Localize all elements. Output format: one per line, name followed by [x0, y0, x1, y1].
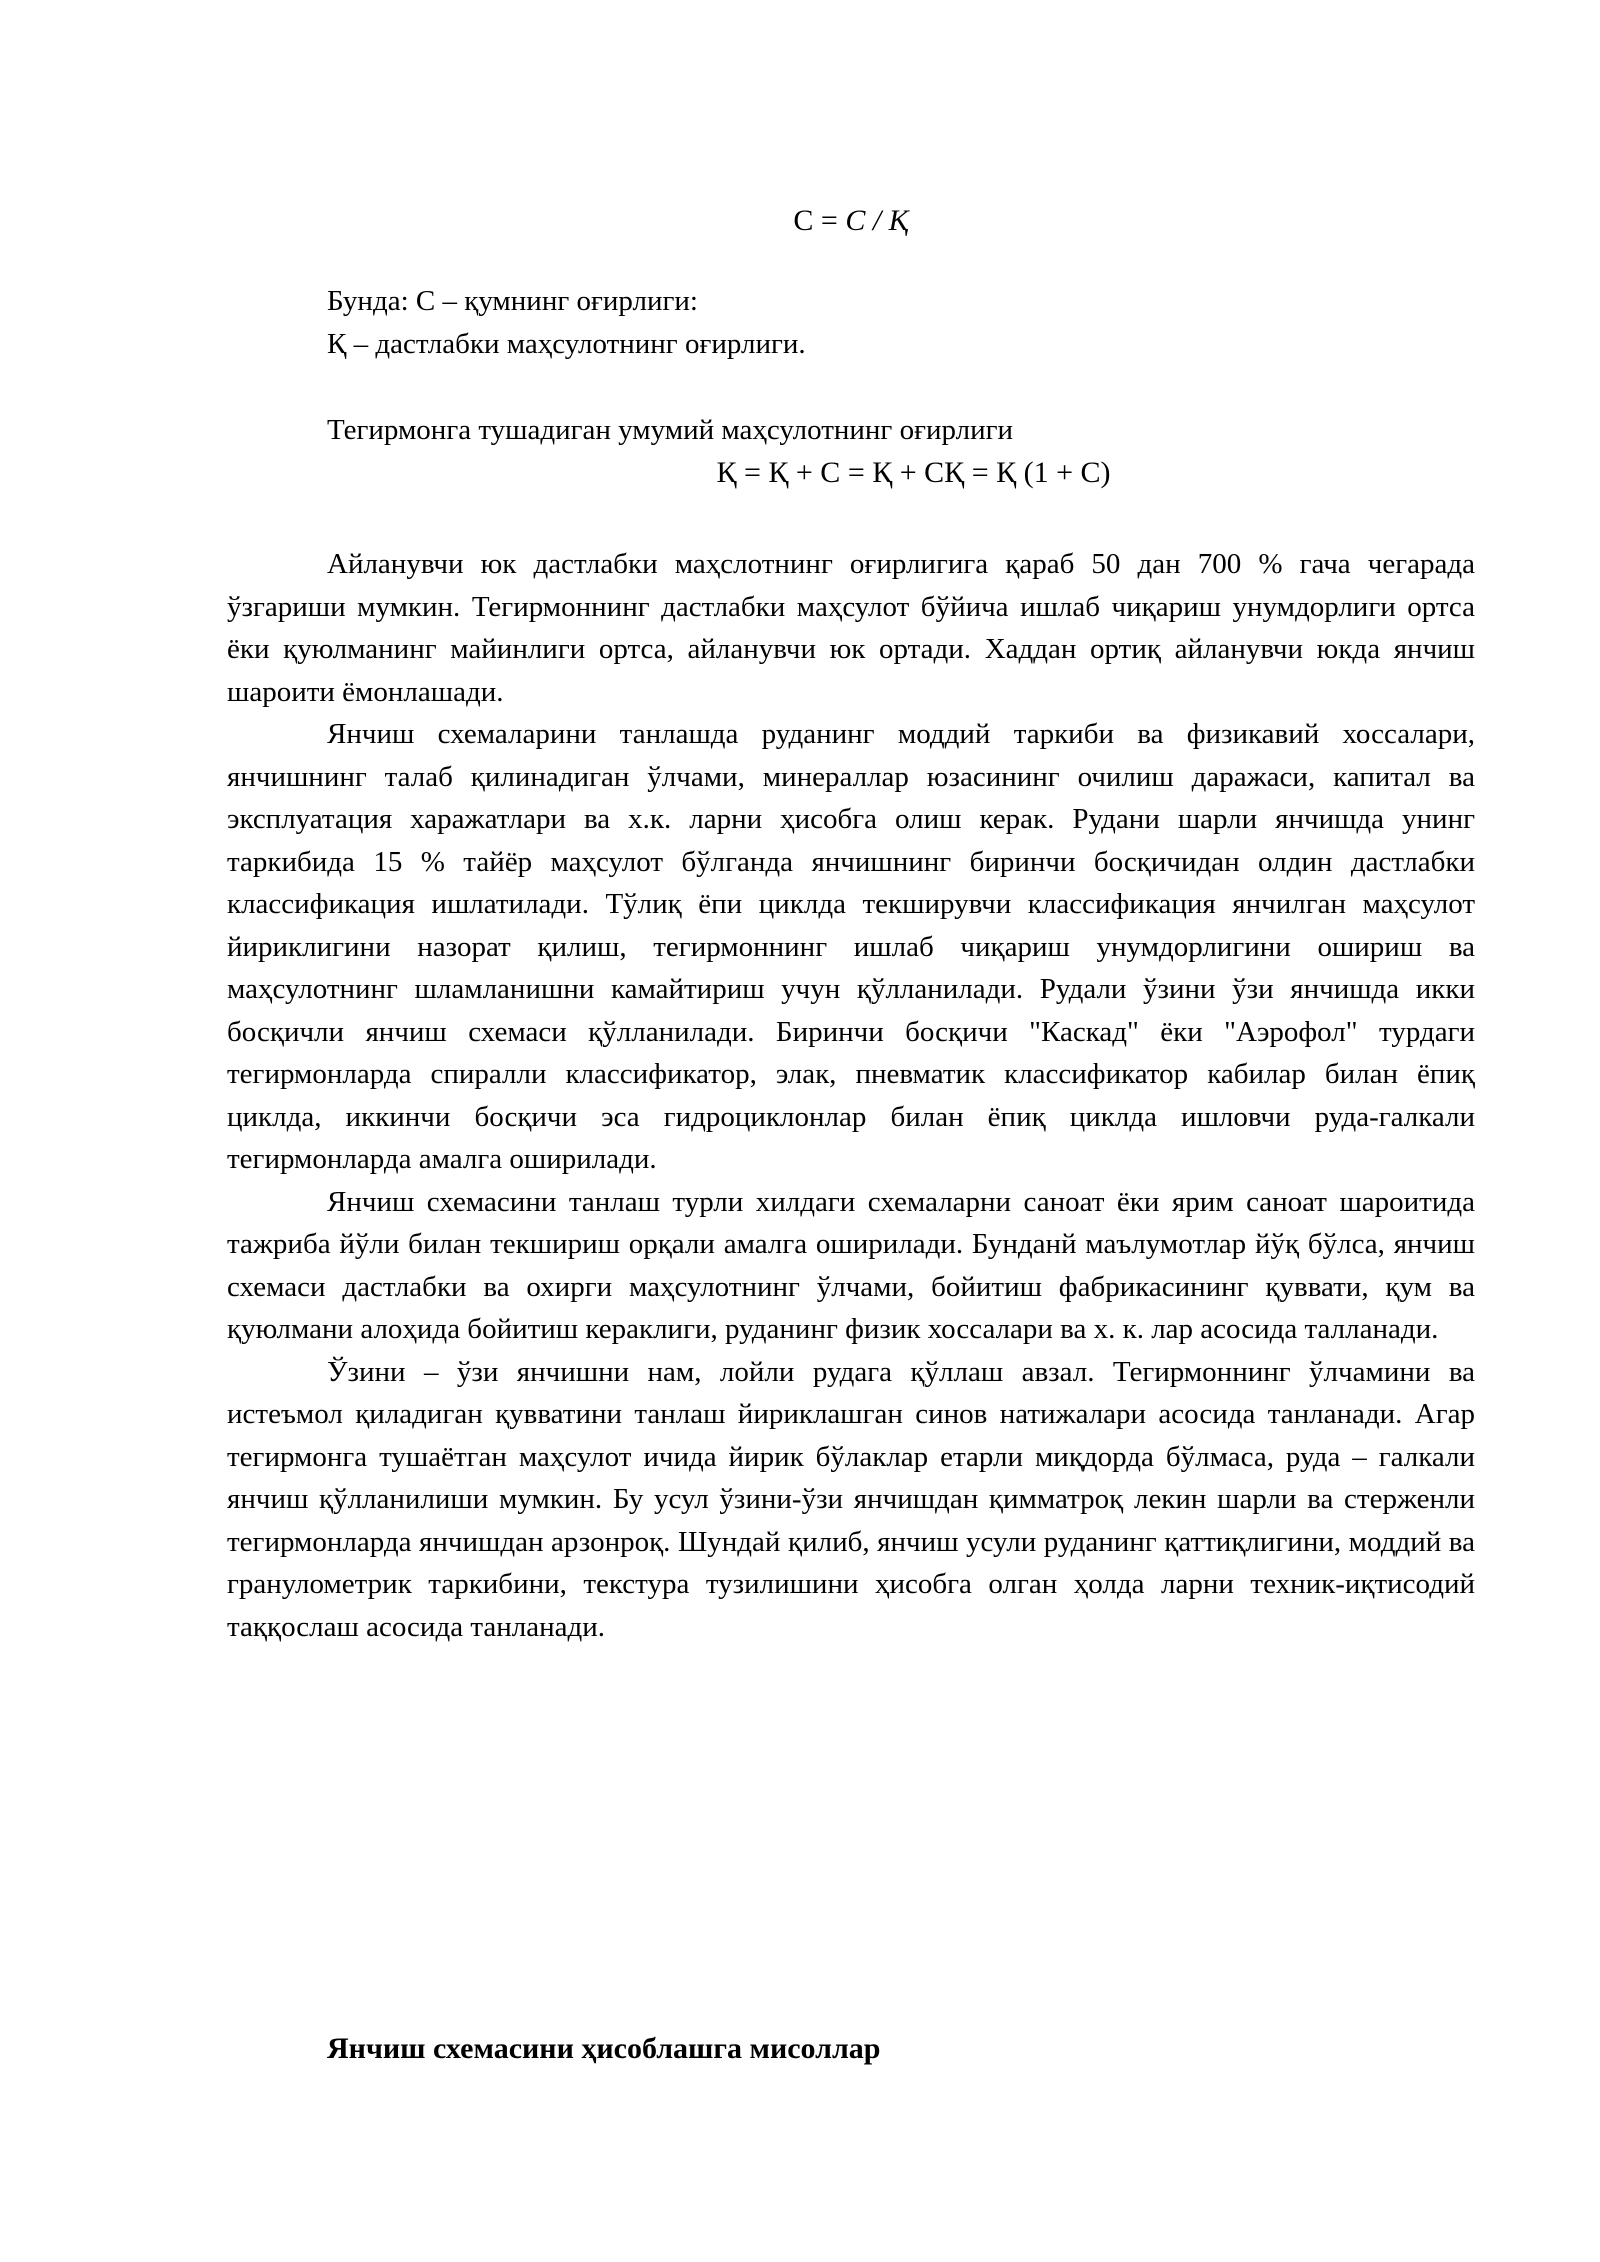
- definitions-block: [327, 280, 806, 366]
- section-heading-examples: Янчиш схемасини ҳисоблашга мисоллар: [327, 2032, 881, 2065]
- body-text: [227, 543, 1475, 1648]
- paragraph-grinding-scheme-selection: Янчиш схемаларини танлашда руданинг моддий таркиби ва физикавий хоссалари, янчишнинг талаб қилинадиган ўлчами, минераллар юзасининг очилиш даражаси, капитал ва эксплуатация харажатлари ва х.к. ларни ҳисобга олиш керак. Рудани шарли янчишда унинг таркибида 15 % тайёр маҳсулот бўлганда янчишнинг биринчи босқичидан олдин дастлабки классификация ишлатилади. Тўлиқ ёпи циклда текширувчи классификация янчилган маҳсулот йириклигини назорат қилиш, тегирмоннинг ишлаб чиқариш унумдорлигини ошириш ва маҳсулотнинг шламланишни камайтириш учун қўлланилади. Рудали ўзини ўзи янчишда икки босқичли янчиш схемаси қўлланилади. Биринчи босқичи "Каскад" ёки "Аэрофол" турдаги тегирмонларда спиралли классификатор, элак, пневматик классификатор кабилар билан ёпиқ циклда, иккинчи босқичи эса гидроциклонлар билан ёпиқ циклда ишловчи руда-галкали тегирмонларда амалга оширилади.: [227, 718, 1475, 1175]
- mill-total-weight-caption: Тегирмонга тушадиган умумий маҳсулотнинг оғирлиги: [327, 414, 1014, 446]
- definition-sand-weight: Бунда: С – қумнинг оғирлиги:: [327, 285, 698, 317]
- definition-initial-product-weight: Қ – дастлабки маҳсулотнинг оғирлиги.: [327, 328, 806, 360]
- paragraph-scheme-testing: Янчиш схемасини танлаш турли хилдаги схемаларни саноат ёки ярим саноат шароитида тажриба йўли билан текшириш орқали амалга оширилади. Бунданй маълумотлар йўқ бўлса, янчиш схемаси дастлабки ва охирги маҳсулотнинг ўлчами, бойитиш фабрикасининг қуввати, қум ва қуюлмани алоҳида бойитиш кераклиги, руданинг физик хоссалари ва х. к. лар асосида талланади.: [227, 1185, 1475, 1345]
- formula-circulating-load: [227, 200, 1475, 243]
- formula-circulating-load-rhs: С / Қ: [845, 204, 909, 237]
- formula-total-weight: Қ = Қ + С = Қ + СҚ = Қ (1 + С): [716, 456, 1111, 489]
- paragraph-self-grinding: Ўзини – ўзи янчишни нам, лойли рудага қўллаш авзал. Тегирмоннинг ўлчамини ва истеъмол қиладиган қувватини танлаш йириклашган синов натижалари асосида танланади. Агар тегирмонга тушаётган маҳсулот ичида йирик бўлаклар етарли миқдорда бўлмаса, руда – галкали янчиш қўлланилиши мумкин. Бу усул ўзини-ўзи янчишдан қимматроқ лекин шарли ва стерженли тегирмонларда янчишдан арзонроқ. Шундай қилиб, янчиш усули руданинг қаттиқлигини, моддий ва гранулометрик таркибини, текстура тузилишини ҳисобга олган ҳолда ларни техник-иқтисодий таққослаш асосида танланади.: [227, 1355, 1475, 1643]
- formula-circulating-load-lhs: С =: [793, 204, 846, 237]
- paragraph-circulating-load: Айланувчи юк дастлабки маҳслотнинг оғирлигига қараб 50 дан 700 % гача чегарада ўзгариши мумкин. Тегирмоннинг дастлабки маҳсулот бўйича ишлаб чиқариш унумдорлиги ортса ёки қуюлманинг майинлиги ортса, айланувчи юк ортади. Хаддан ортиқ айланувчи юкда янчиш шароити ёмонлашади.: [227, 548, 1475, 708]
